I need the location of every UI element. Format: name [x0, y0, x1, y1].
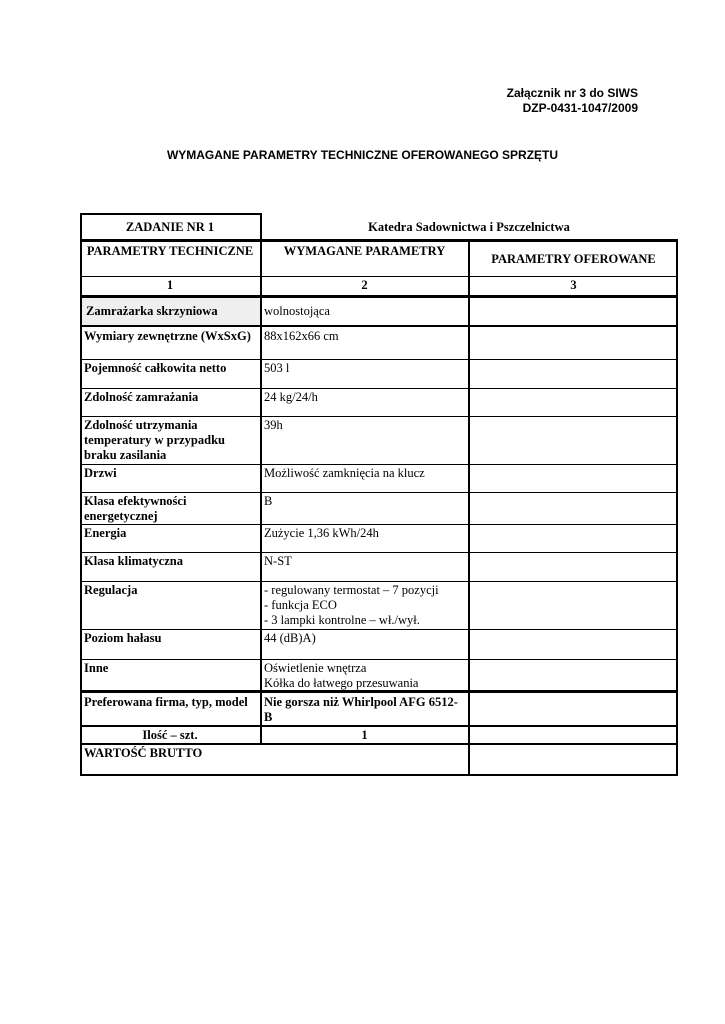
- table-border: [80, 359, 678, 360]
- param-value: wolnostojąca: [264, 304, 330, 318]
- table-border: [80, 325, 678, 327]
- table-border: [80, 213, 82, 776]
- column-number-1: 1: [166, 278, 174, 292]
- param-name: Zamrażarka skrzyniowa: [82, 298, 260, 325]
- value-line: - funkcja ECO: [264, 598, 337, 612]
- gross-value-label: WARTOŚĆ BRUTTO: [84, 746, 203, 760]
- annex-label: Załącznik nr 3 do SIWS: [506, 86, 638, 100]
- table-border: [80, 295, 678, 298]
- param-value: B: [264, 494, 273, 508]
- table-border: [80, 464, 678, 465]
- param-name: Pojemność całkowita netto: [84, 361, 227, 375]
- table-border: [80, 581, 678, 582]
- table-border: [80, 743, 678, 745]
- table-border: [260, 239, 262, 745]
- param-name: Klasa efektywności energetycznej: [84, 494, 187, 523]
- value-line: Oświetlenie wnętrza: [264, 661, 367, 675]
- quantity-value: 1: [361, 728, 368, 742]
- table-border: [80, 659, 678, 660]
- table-border: [260, 213, 262, 239]
- param-value-lines: [260, 581, 469, 629]
- param-name: Klasa klimatyczna: [84, 554, 183, 568]
- column-header-required: WYMAGANE PARAMETRY: [283, 244, 446, 258]
- reference-number: DZP-0431-1047/2009: [522, 101, 638, 115]
- parameters-table: [80, 213, 678, 776]
- table-border: [80, 690, 678, 693]
- param-value: Nie gorsza niż Whirlpool AFG 6512-B: [264, 695, 458, 724]
- param-value: 503 l: [264, 361, 290, 375]
- param-value: 39h: [264, 418, 283, 432]
- value-line: - regulowany termostat – 7 pozycji: [264, 583, 439, 597]
- column-header-offered: PARAMETRY OFEROWANE: [491, 252, 656, 266]
- param-name: Zdolność zamrażania: [84, 390, 199, 404]
- document-title: WYMAGANE PARAMETRY TECHNICZNE OFEROWANEGO SPRZĘTU: [166, 148, 559, 162]
- param-value: 44 (dB)A): [264, 631, 316, 645]
- table-border: [80, 388, 678, 389]
- param-value: Zużycie 1,36 kWh/24h: [264, 526, 379, 540]
- param-name: Preferowana firma, typ, model: [84, 695, 248, 709]
- param-name: Zdolność utrzymania temperatury w przypadku braku zasilania: [84, 418, 225, 462]
- param-value: 24 kg/24/h: [264, 390, 318, 404]
- task-label: ZADANIE NR 1: [125, 220, 215, 234]
- table-border: [80, 213, 260, 215]
- table-border: [80, 552, 678, 553]
- param-name: Inne: [84, 661, 109, 675]
- column-number-2: 2: [361, 278, 368, 292]
- param-value: Możliwość zamknięcia na klucz: [264, 466, 425, 480]
- param-name: Energia: [84, 526, 127, 540]
- table-border: [468, 239, 470, 776]
- param-name: Drzwi: [84, 466, 117, 480]
- table-border: [80, 276, 678, 277]
- table-border: [80, 725, 678, 727]
- param-value: 88x162x66 cm: [264, 329, 339, 343]
- quantity-label: Ilość – szt.: [142, 728, 198, 742]
- table-border: [80, 492, 678, 493]
- table-border: [80, 524, 678, 525]
- column-number-3: 3: [570, 278, 577, 292]
- table-border: [80, 629, 678, 630]
- param-name: Wymiary zewnętrzne (WxSxG): [84, 329, 251, 343]
- value-line: - 3 lampki kontrolne – wł./wył.: [264, 613, 420, 627]
- value-line: Kółka do łatwego przesuwania: [264, 676, 419, 690]
- param-value-lines: [260, 659, 469, 691]
- table-border: [676, 239, 678, 776]
- param-value: N-ST: [264, 554, 292, 568]
- column-header-parameters: PARAMETRY TECHNICZNE: [86, 244, 254, 258]
- department-name: Katedra Sadownictwa i Pszczelnictwa: [368, 220, 570, 234]
- table-border: [80, 774, 678, 776]
- table-border: [80, 416, 678, 417]
- param-name: Regulacja: [84, 583, 138, 597]
- param-name: Poziom hałasu: [84, 631, 162, 645]
- table-border: [80, 239, 678, 242]
